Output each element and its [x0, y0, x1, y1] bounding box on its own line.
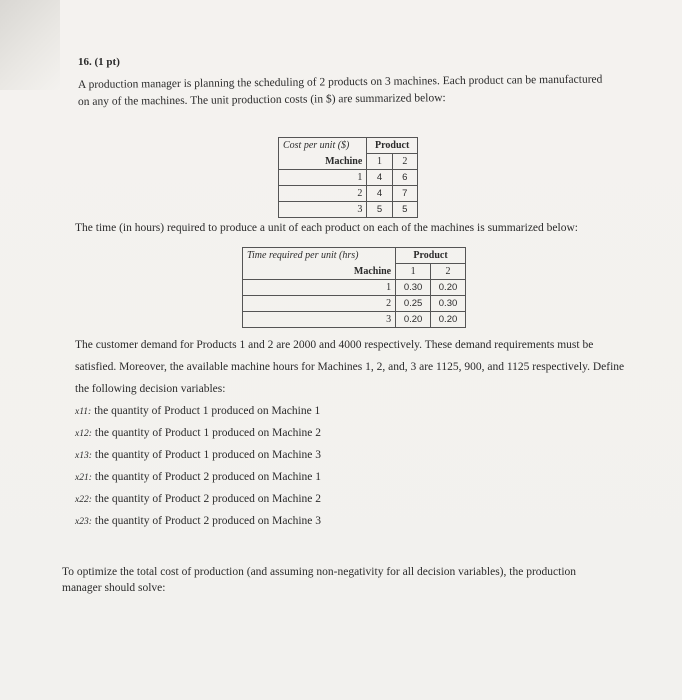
- decision-variable-item: [75, 449, 321, 461]
- time-table-cell: 0.20: [431, 312, 466, 328]
- demand-line-1: The customer demand for Products 1 and 2 are 2000 and 4000 respectively. These demand requirements must be: [75, 339, 594, 351]
- decision-variable-desc: the quantity of Product 1 produced on Machine 1: [94, 405, 321, 417]
- table-row: [243, 280, 466, 296]
- time-table-machine-header: Machine: [243, 264, 396, 280]
- cost-table-machine-label: 3: [279, 202, 367, 218]
- decision-variable-symbol: x22:: [75, 495, 92, 505]
- closing-line-2: manager should solve:: [62, 582, 166, 594]
- table-row: [279, 186, 418, 202]
- decision-variable-desc: the quantity of Product 1 produced on Machine 3: [94, 449, 322, 461]
- closing-line-1: To optimize the total cost of production (and assuming non-negativity for all decision variables), the production: [62, 566, 577, 578]
- time-table-product-header: Product: [396, 248, 466, 264]
- decision-variable-item: [75, 471, 321, 483]
- cost-table-corner-label: Cost per unit ($): [279, 138, 367, 154]
- decision-variable-symbol: x21:: [75, 473, 92, 483]
- cost-table-cell: 6: [392, 170, 417, 186]
- decision-variable-desc: the quantity of Product 1 produced on Machine 2: [94, 427, 322, 439]
- time-table-corner-label: Time required per unit (hrs): [243, 248, 396, 264]
- decision-variable-desc: the quantity of Product 2 produced on Machine 3: [94, 515, 322, 527]
- page-corner-shadow: [0, 0, 60, 90]
- cost-table-product-header: Product: [367, 138, 418, 154]
- decision-variable-item: [75, 515, 321, 527]
- time-table: [242, 247, 466, 328]
- table-row: [243, 296, 466, 312]
- time-table-cell: 0.30: [396, 280, 431, 296]
- cost-table-col-header: 1: [367, 154, 392, 170]
- time-table-machine-label: 3: [243, 312, 396, 328]
- cost-table-col-header: 2: [392, 154, 417, 170]
- cost-table-cell: 4: [367, 186, 392, 202]
- decision-variable-symbol: x23:: [75, 517, 92, 527]
- table-row: [279, 202, 418, 218]
- decision-variable-item: [75, 493, 321, 505]
- cost-table-cell: 5: [367, 202, 392, 218]
- cost-table-cell: 5: [392, 202, 417, 218]
- cost-table-machine-header: Machine: [279, 154, 367, 170]
- decision-variable-symbol: x12:: [75, 429, 92, 439]
- cost-table-cell: 7: [392, 186, 417, 202]
- cost-table-cell: 4: [367, 170, 392, 186]
- intro-line-2: on any of the machines. The unit production costs (in $) are summarized below:: [77, 92, 446, 108]
- time-table-col-header: 1: [396, 264, 431, 280]
- decision-variable-desc: the quantity of Product 2 produced on Machine 2: [94, 493, 322, 505]
- table-row: [279, 170, 418, 186]
- time-table-cell: 0.20: [396, 312, 431, 328]
- cost-table-machine-label: 1: [279, 170, 367, 186]
- decision-variable-item: [75, 427, 321, 439]
- cost-table: [278, 137, 418, 218]
- intro-line-1: A production manager is planning the scheduling of 2 products on 3 machines. Each product can be manufactured: [77, 73, 603, 91]
- demand-line-3: the following decision variables:: [75, 383, 226, 395]
- time-table-machine-label: 2: [243, 296, 396, 312]
- demand-line-2: satisfied. Moreover, the available machine hours for Machines 1, 2, and, 3 are 1125, 900, and 1125 respectively. Define: [75, 361, 625, 373]
- decision-variable-desc: the quantity of Product 2 produced on Machine 1: [94, 471, 322, 483]
- time-table-cell: 0.30: [431, 296, 466, 312]
- time-table-cell: 0.20: [431, 280, 466, 296]
- time-intro: The time (in hours) required to produce a unit of each product on each of the machines is summarized below:: [75, 222, 578, 234]
- time-table-cell: 0.25: [396, 296, 431, 312]
- table-row: [243, 312, 466, 328]
- decision-variable-symbol: x13:: [75, 451, 92, 461]
- decision-variable-symbol: x11:: [75, 407, 92, 417]
- time-table-col-header: 2: [431, 264, 466, 280]
- cost-table-machine-label: 2: [279, 186, 367, 202]
- time-table-machine-label: 1: [243, 280, 396, 296]
- decision-variable-item: [75, 405, 320, 417]
- question-number: 16. (1 pt): [78, 56, 120, 68]
